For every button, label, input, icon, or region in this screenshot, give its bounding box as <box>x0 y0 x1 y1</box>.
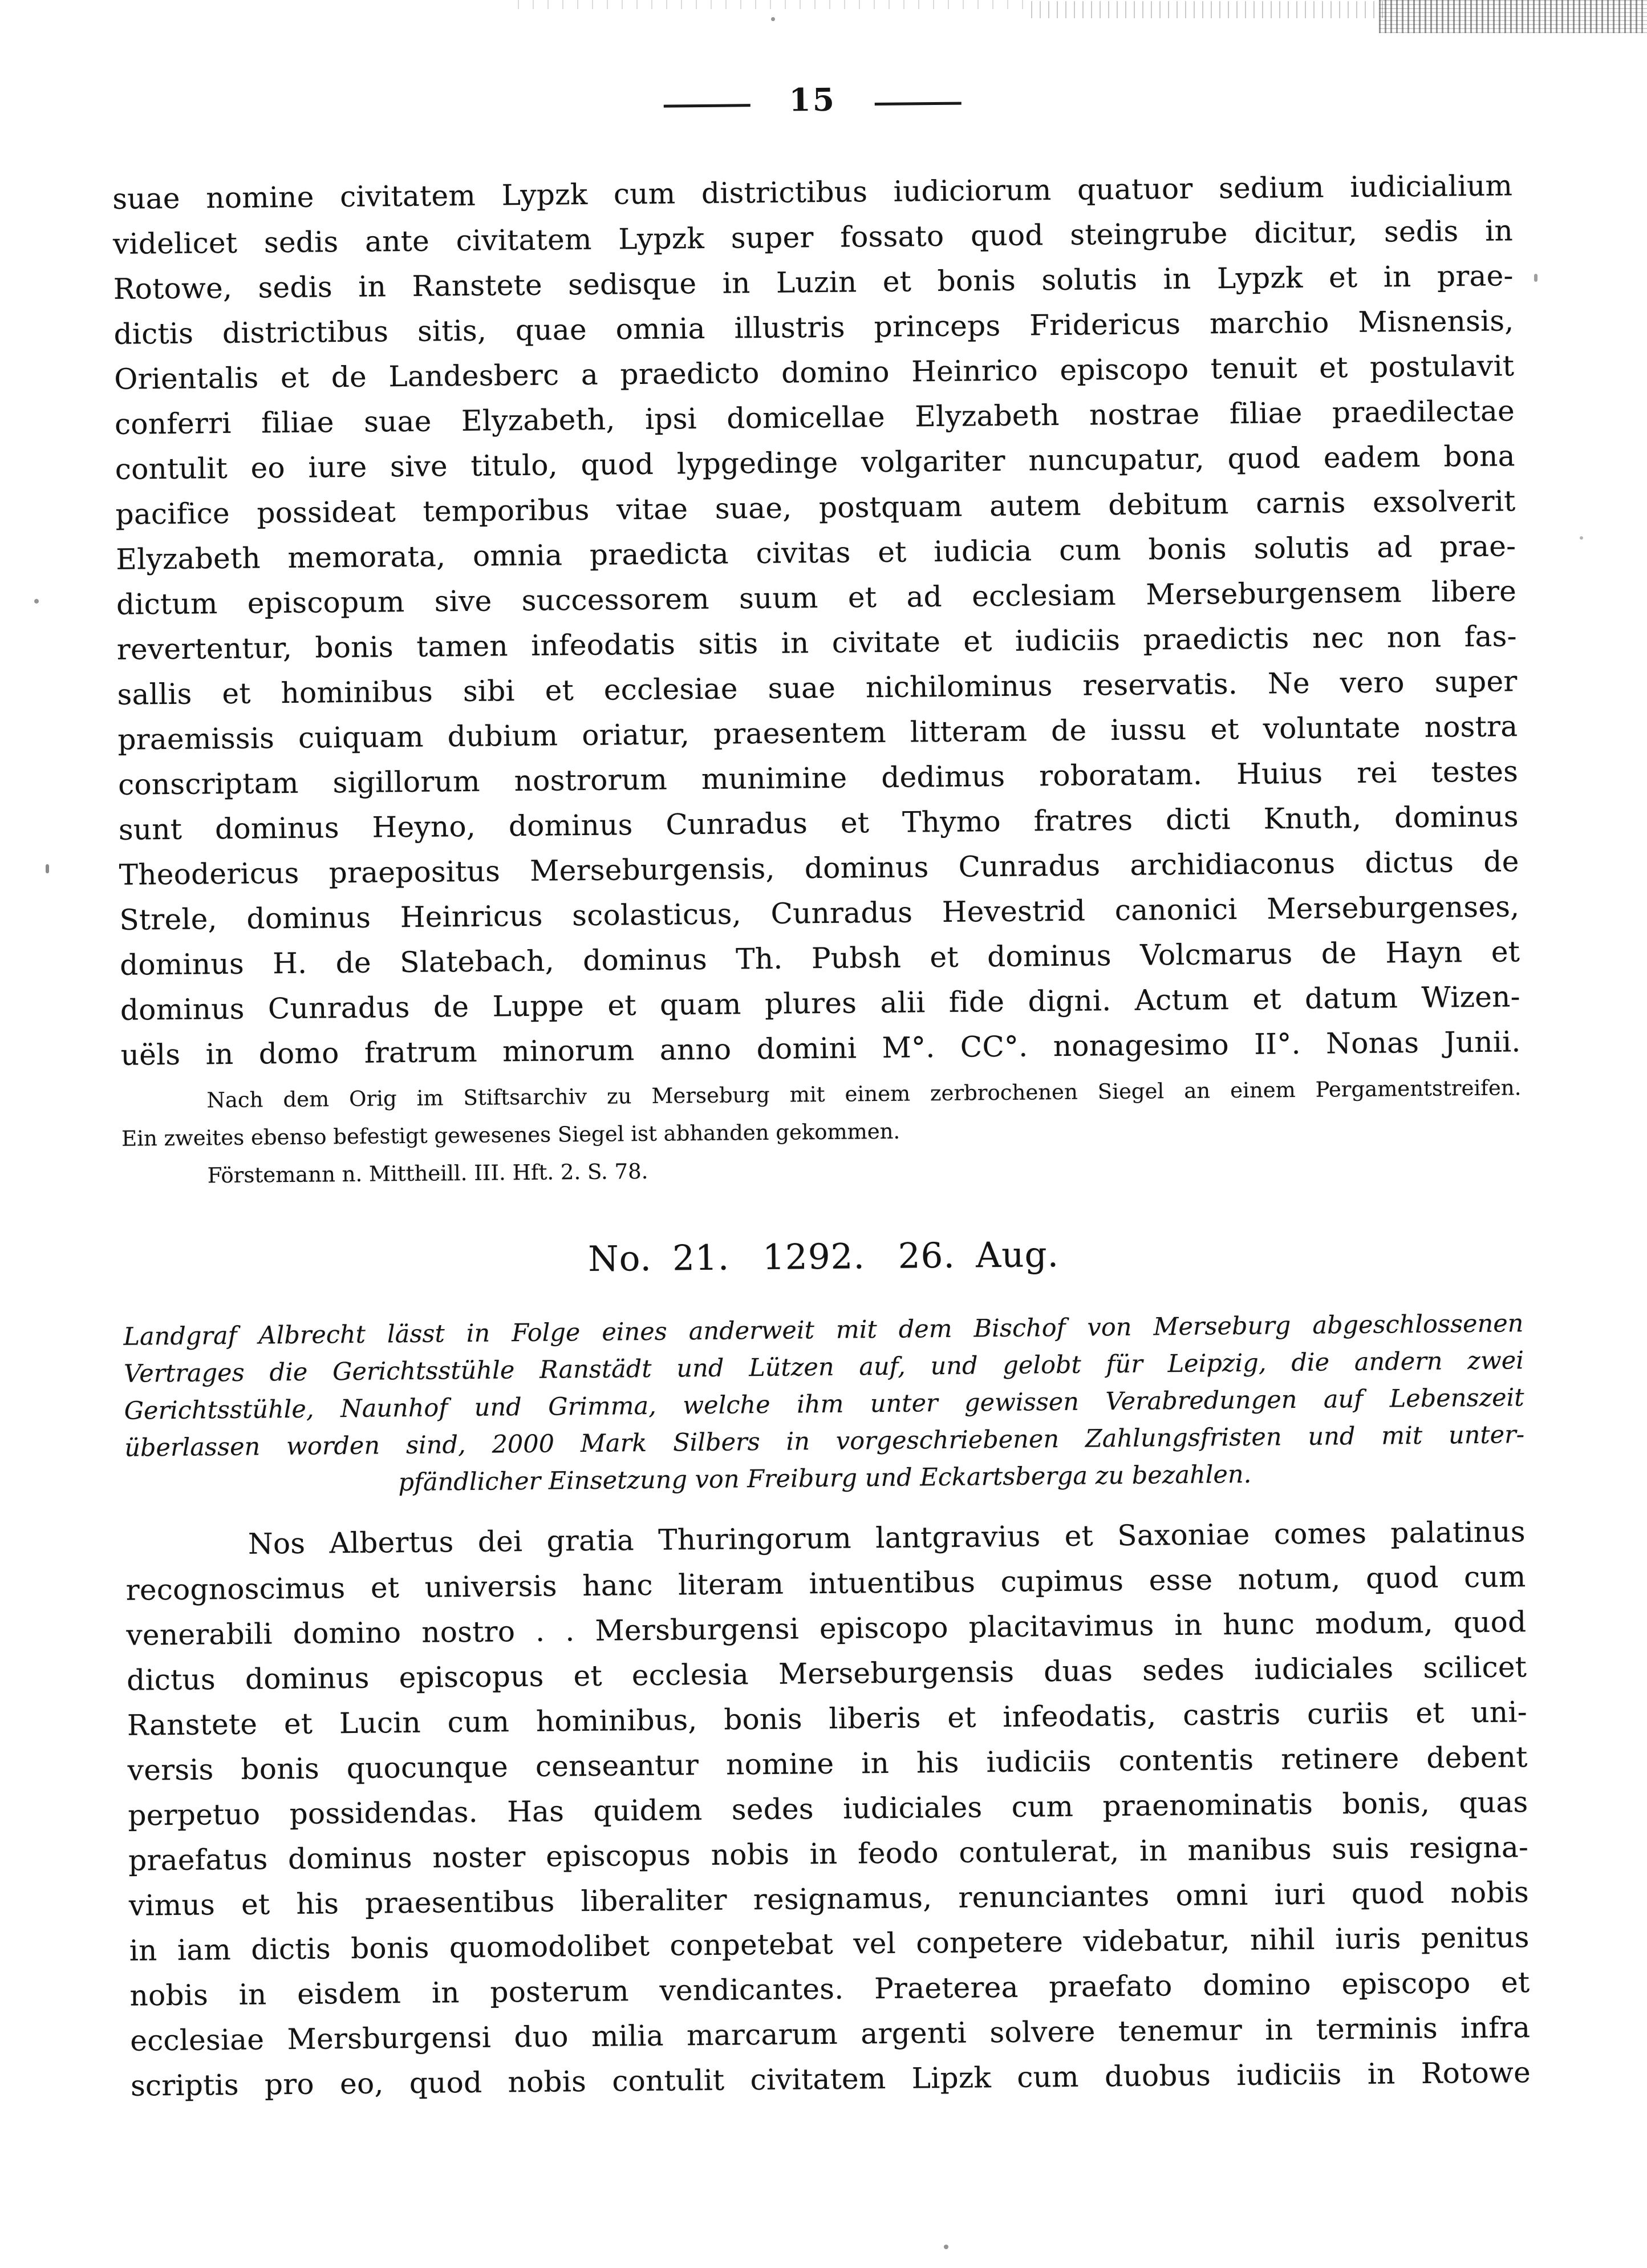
body-line: scriptis pro eo, quod nobis contulit civitatem Lipzk cum duobus iudiciis in Rotowe <box>130 2056 1531 2103</box>
body-line: Nos Albertus dei gratia Thuringorum lantgravius et Saxoniae comes palatinus <box>248 1515 1526 1561</box>
body-line: versis bonis quocunque censeantur nomine in his iudiciis contentis retinere debent <box>127 1740 1528 1787</box>
body-line: dictis districtibus sitis, quae omnia illustris princeps Fridericus marchio Misnensis, <box>113 304 1514 351</box>
note-line: Ein zweites ebenso befestigt gewesenes Siegel ist abhanden gekommen. <box>121 1119 900 1151</box>
header-rule-right <box>875 102 962 106</box>
body-line: venerabili domino nostro . . Mersburgensi episcopo placitavimus in hunc modum, quod <box>126 1605 1527 1652</box>
body-line: dominus Cunradus de Luppe et quam plures alii fide digni. Actum et datum Wizen- <box>120 980 1521 1027</box>
charter-21-body <box>125 1509 1531 2109</box>
note-line: Nach dem Orig im Stiftsarchiv zu Merseburg mit einem zerbrochenen Siegel an einem Pergamentstreifen. <box>206 1075 1522 1113</box>
regest-line: pfändlicher Einsetzung von Freiburg und Eckartsberga zu bezahlen. <box>398 1460 1252 1497</box>
charter-20-body <box>112 163 1521 1078</box>
regest-line: Gerichtsstühle, Naunhof und Grimma, welche ihm unter gewissen Verabredungen auf Lebenszeit <box>124 1383 1524 1425</box>
body-line: Elyzabeth memorata, omnia praedicta civitas et iudicia cum bonis solutis ad prae- <box>116 529 1516 576</box>
body-line: recognoscimus et universis hanc literam intuentibus cupimus esse notum, quod cum <box>125 1560 1526 1607</box>
body-line: contulit eo iure sive titulo, quod lypgedinge volgariter nuncupatur, quod eadem bona <box>115 439 1516 486</box>
regest-line: Vertrages die Gerichtsstühle Ranstädt und Lützen auf, und gelobt für Leipzig, die andern zwei <box>123 1346 1524 1388</box>
regest-line: überlassen worden sind, 2000 Mark Silbers in vorgeschriebenen Zahlungsfristen und mit unter- <box>124 1420 1525 1463</box>
body-line: dominus H. de Slatebach, dominus Th. Pubsh et dominus Volcmarus de Hayn et <box>119 935 1520 982</box>
note-line: Förstemann n. Mittheill. III. Hft. 2. S. 78. <box>207 1159 648 1188</box>
body-line: nobis in eisdem in posterum vendicantes. Praeterea praefato domino episcopo et <box>129 1966 1530 2012</box>
regest-line: Landgraf Albrecht lässt in Folge eines anderweit mit dem Bischof von Merseburg abgeschlossenen <box>123 1309 1524 1351</box>
body-line: Theodericus praepositus Merseburgensis, dominus Cunradus archidiaconus dictus de <box>119 845 1519 892</box>
page-number: 15 <box>789 80 837 119</box>
header-rule-left <box>663 104 750 107</box>
charter-year: 1292. <box>762 1236 866 1278</box>
body-line: revertentur, bonis tamen infeodatis sitis in civitate et iudiciis praedictis nec non fas- <box>116 619 1518 666</box>
body-line: suae nomine civitatem Lypzk cum districtibus iudiciorum quatuor sedium iudicialium <box>112 169 1513 216</box>
page-header <box>0 73 1636 126</box>
body-line: Strele, dominus Heinricus scolasticus, Cunradus Hevestrid canonici Merseburgenses, <box>119 890 1520 937</box>
body-line: sunt dominus Heyno, dominus Cunradus et Thymo fratres dicti Knuth, dominus <box>118 800 1519 847</box>
body-line: sallis et hominibus sibi et ecclesiae suae nichilominus reservatis. Ne vero super <box>117 665 1518 711</box>
body-line: Rotowe, sedis in Ranstete sedisque in Luzin et bonis solutis in Lypzk et in prae- <box>113 259 1514 306</box>
charter-21-heading <box>0 1229 1647 1285</box>
body-line: pacifice possideat temporibus vitae suae, postquam autem debitum carnis exsolverit <box>115 484 1516 531</box>
body-line: conferri filiae suae Elyzabeth, ipsi domicellae Elyzabeth nostrae filiae praedilectae <box>114 394 1515 441</box>
charter-number: No. 21. <box>588 1237 730 1279</box>
charter-date: 26. Aug. <box>898 1234 1060 1277</box>
body-line: vimus et his praesentibus liberaliter resignamus, renunciantes omni iuri quod nobis <box>128 1876 1530 1922</box>
body-line: videlicet sedis ante civitatem Lypzk super fossato quod steingrube dicitur, sedis in <box>112 214 1514 261</box>
body-line: perpetuo possidendas. Has quidem sedes iudiciales cum praenominatis bonis, quas <box>128 1785 1528 1832</box>
body-line: Orientalis et de Landesberc a praedicto domino Heinrico episcopo tenuit et postulavit <box>114 349 1515 396</box>
body-line: dictus dominus episcopus et ecclesia Merseburgensis duas sedes iudiciales scilicet <box>126 1650 1527 1697</box>
body-line: in iam dictis bonis quomodolibet conpetebat vel conpetere videbatur, nihil iuris penitus <box>129 1921 1530 1967</box>
body-line: uëls in domo fratrum minorum anno domini M°. CC°. nonagesimo II°. Nonas Junii. <box>120 1025 1521 1072</box>
body-line: praemissis cuiquam dubium oriatur, praesentem litteram de iussu et voluntate nostra <box>117 710 1518 756</box>
charter-20-source-notes <box>121 1069 1522 1196</box>
body-line: Ranstete et Lucin cum hominibus, bonis liberis et infeodatis, castris curiis et uni- <box>127 1695 1528 1742</box>
body-line: conscriptam sigillorum nostrorum munimine dedimus roboratam. Huius rei testes <box>117 755 1519 801</box>
charter-21-regest <box>123 1305 1525 1504</box>
body-line: dictum episcopum sive successorem suum et ad ecclesiam Merseburgensem libere <box>116 574 1517 621</box>
body-line: ecclesiae Mersburgensi duo milia marcarum argenti solvere tenemur in terminis infra <box>130 2011 1531 2058</box>
body-line: praefatus dominus noster episcopus nobis in feodo contulerat, in manibus suis resigna- <box>128 1830 1529 1877</box>
